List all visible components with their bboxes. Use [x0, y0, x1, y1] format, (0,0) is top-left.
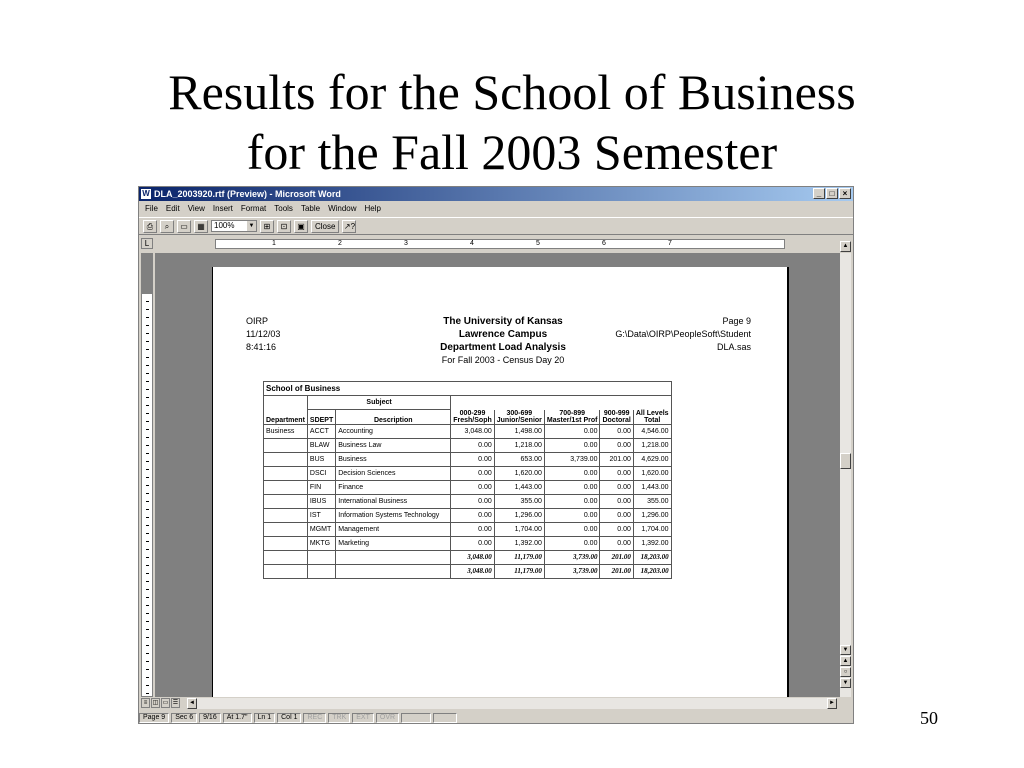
cell-v5: 4,629.00: [633, 452, 671, 466]
cell-v1: 0.00: [451, 508, 495, 522]
web-view-icon[interactable]: ◫: [152, 700, 159, 706]
total-v5: 18,203.00: [633, 550, 671, 564]
preview-toolbar: [139, 217, 853, 235]
total-v4: 201.00: [600, 564, 633, 578]
normal-view-icon[interactable]: ≡: [141, 698, 150, 708]
cell-v5: 1,704.00: [633, 522, 671, 536]
ruler-row: [139, 237, 853, 251]
cell-v5: 4,546.00: [633, 424, 671, 438]
cell-v4: 0.00: [600, 438, 633, 452]
col-junior-senior: [494, 410, 544, 425]
cell-v3: 0.00: [544, 508, 600, 522]
cell-description: Business Law: [336, 438, 451, 452]
menu-insert[interactable]: Insert: [212, 204, 233, 213]
multiple-pages-icon[interactable]: ▦: [194, 220, 208, 233]
status-language: [401, 713, 431, 723]
report-header-center: [403, 315, 603, 367]
table-row: [264, 536, 672, 550]
report-time: 8:41:16: [246, 342, 277, 352]
cell-v3: 0.00: [544, 438, 600, 452]
cell-empty: [264, 550, 308, 564]
col-sdept: SDEPT: [307, 410, 335, 425]
col-junior-senior-range: 300-699: [506, 409, 533, 417]
subject-header: Subject: [307, 396, 450, 410]
menu-edit[interactable]: Edit: [165, 204, 180, 213]
cell-v4: 0.00: [600, 466, 633, 480]
cell-v1: 0.00: [451, 522, 495, 536]
report-date: 11/12/03: [246, 329, 281, 339]
window-title: DLA_2003920.rtf (Preview) - Microsoft Word: [154, 189, 341, 199]
total-v2: 11,179.00: [494, 564, 544, 578]
cell-v2: 355.00: [494, 494, 544, 508]
report-program: DLA.sas: [716, 342, 751, 352]
status-trk[interactable]: TRK: [328, 713, 350, 723]
tab-selector-icon[interactable]: L: [141, 238, 153, 249]
report-header-left: [246, 315, 280, 354]
total-v4: 201.00: [600, 550, 633, 564]
col-master-range: 700-899: [559, 409, 586, 417]
col-fresh-soph-label: Fresh/Soph: [453, 416, 492, 424]
slide-title-line-2: for the Fall 2003 Semester: [246, 124, 778, 180]
cell-department: [264, 438, 308, 452]
cell-sdept: DSCI: [307, 466, 335, 480]
menu-tools[interactable]: Tools: [274, 204, 293, 213]
horizontal-scrollbar[interactable]: [187, 698, 837, 709]
cell-description: Finance: [336, 480, 451, 494]
total-v3: 3,739.00: [544, 550, 600, 564]
cell-v1: 0.00: [451, 466, 495, 480]
cell-v5: 1,392.00: [633, 536, 671, 550]
table-row: [264, 466, 672, 480]
cell-v4: 0.00: [600, 536, 633, 550]
report-page: Page 9: [722, 316, 751, 326]
cell-description: Decision Sciences: [336, 466, 451, 480]
cell-v3: 0.00: [544, 480, 600, 494]
cell-description: Management: [336, 522, 451, 536]
table-header-row: [264, 410, 672, 425]
table-row: [264, 522, 672, 536]
col-description: Description: [336, 410, 451, 425]
col-fresh-soph-range: 000-299: [459, 409, 486, 417]
cell-v1: 0.00: [451, 494, 495, 508]
cell-description: Accounting: [336, 424, 451, 438]
outline-view-icon[interactable]: ☰: [172, 700, 179, 706]
report-title: Department Load Analysis: [440, 342, 566, 353]
report-campus: Lawrence Campus: [458, 329, 548, 340]
document-area[interactable]: [155, 253, 841, 697]
cell-v4: 0.00: [600, 494, 633, 508]
cell-v1: 0.00: [451, 438, 495, 452]
cell-department: [264, 508, 308, 522]
report-university: The University of Kansas: [443, 316, 563, 327]
cell-department: [264, 466, 308, 480]
table-school-row: [264, 382, 672, 396]
status-section: Sec 6: [171, 713, 197, 723]
ruler-mark-5: 5: [536, 240, 540, 247]
cell-sdept: ACCT: [307, 424, 335, 438]
cell-empty: [336, 564, 451, 578]
cell-v3: 0.00: [544, 522, 600, 536]
status-page: Page 9: [139, 713, 169, 723]
cell-v1: 0.00: [451, 452, 495, 466]
vertical-scrollbar[interactable]: [840, 253, 851, 697]
context-help-icon[interactable]: ↗?: [343, 221, 356, 231]
department-load-table: [263, 381, 672, 579]
cell-v4: 0.00: [600, 480, 633, 494]
vertical-ruler-margin: [142, 254, 152, 294]
cell-v2: 1,704.00: [494, 522, 544, 536]
view-ruler-icon[interactable]: ⊞: [260, 220, 274, 233]
cell-v5: 1,443.00: [633, 480, 671, 494]
window-titlebar[interactable]: [139, 187, 853, 201]
total-v1: 3,048.00: [451, 550, 495, 564]
cell-empty: [264, 564, 308, 578]
cell-empty: [336, 550, 451, 564]
cell-department: [264, 536, 308, 550]
status-line: Ln 1: [254, 713, 276, 723]
scroll-left-arrow-icon[interactable]: ◄: [187, 698, 197, 709]
cell-sdept: IST: [307, 508, 335, 522]
word-app-icon: W: [142, 189, 150, 198]
table-row: [264, 424, 672, 438]
cell-v4: 0.00: [600, 508, 633, 522]
cell-v4: 201.00: [600, 452, 633, 466]
word-window: [138, 186, 854, 724]
slide-page-number: 50: [920, 708, 938, 728]
col-master: [544, 410, 600, 425]
slide-title-line-1: Results for the School of Business: [168, 64, 856, 120]
status-page-count: 9/16: [199, 713, 221, 723]
col-total-label: Total: [644, 416, 661, 424]
cell-v5: 1,620.00: [633, 466, 671, 480]
cell-v2: 1,498.00: [494, 424, 544, 438]
restore-button[interactable]: □: [826, 188, 838, 199]
cell-department: [264, 452, 308, 466]
col-doctoral-label: Doctoral: [602, 416, 631, 424]
zoom-select[interactable]: [211, 220, 257, 232]
zoom-value: 100%: [214, 221, 235, 230]
table-row: [264, 508, 672, 522]
cell-department: [264, 522, 308, 536]
full-screen-icon[interactable]: ▣: [294, 220, 308, 233]
table-subject-row: [264, 396, 672, 410]
col-junior-senior-label: Junior/Senior: [496, 416, 542, 424]
table-total-row: [264, 550, 672, 564]
previous-page-icon[interactable]: ▲: [840, 656, 851, 666]
cell-v2: 1,620.00: [494, 466, 544, 480]
scroll-up-arrow-icon[interactable]: ▲: [840, 241, 851, 252]
cell-sdept: BLAW: [307, 438, 335, 452]
cell-sdept: BUS: [307, 452, 335, 466]
menu-window[interactable]: Window: [328, 204, 357, 213]
status-ovr[interactable]: OVR: [376, 713, 399, 723]
cell-v3: 3,739.00: [544, 452, 600, 466]
cell-department: [264, 480, 308, 494]
cell-v2: 1,443.00: [494, 480, 544, 494]
cell-v2: 1,218.00: [494, 438, 544, 452]
one-page-icon[interactable]: ▭: [177, 220, 191, 233]
cell-v1: 0.00: [451, 480, 495, 494]
status-at: At 1.7": [223, 713, 252, 723]
table-row: [264, 438, 672, 452]
ruler-mark-1: 1: [272, 240, 276, 247]
status-bar: [139, 712, 853, 724]
menu-bar: [139, 202, 853, 216]
cell-empty: [307, 550, 335, 564]
vertical-ruler[interactable]: [141, 253, 153, 697]
ruler-mark-3: 3: [404, 240, 408, 247]
cell-v1: 0.00: [451, 536, 495, 550]
print-layout-icon[interactable]: ▭: [162, 700, 169, 706]
report-path: G:\Data\OIRP\PeopleSoft\Student: [615, 329, 751, 339]
cell-description: Information Systems Technology: [336, 508, 451, 522]
vertical-scroll-thumb[interactable]: [840, 453, 851, 469]
total-v2: 11,179.00: [494, 550, 544, 564]
cell-v4: 0.00: [600, 522, 633, 536]
cell-v5: 1,296.00: [633, 508, 671, 522]
table-total-row: [264, 564, 672, 578]
select-browse-object-icon[interactable]: ○: [840, 667, 851, 677]
report-subtitle: For Fall 2003 - Census Day 20: [441, 355, 565, 365]
cell-sdept: MGMT: [307, 522, 335, 536]
ruler-mark-2: 2: [338, 240, 342, 247]
cell-v5: 355.00: [633, 494, 671, 508]
print-icon[interactable]: ⎙: [143, 220, 157, 233]
cell-v3: 0.00: [544, 424, 600, 438]
shrink-to-fit-icon[interactable]: ⊡: [277, 220, 291, 233]
status-column: Col 1: [277, 713, 301, 723]
col-total-range: All Levels: [635, 409, 669, 417]
cell-v2: 1,392.00: [494, 536, 544, 550]
close-window-button[interactable]: ×: [839, 188, 851, 199]
total-v5: 18,203.00: [633, 564, 671, 578]
cell-v4: 0.00: [600, 424, 633, 438]
chevron-down-icon: ▼: [248, 223, 255, 229]
cell-v3: 0.00: [544, 494, 600, 508]
minimize-button[interactable]: _: [813, 188, 825, 199]
cell-v1: 3,048.00: [451, 424, 495, 438]
status-spelling: [433, 713, 457, 723]
magnifier-icon[interactable]: ⌕: [160, 220, 174, 233]
col-total: [633, 410, 671, 425]
horizontal-scroll-row: [139, 698, 853, 710]
cell-description: Marketing: [336, 536, 451, 550]
col-doctoral-range: 900-999: [603, 409, 630, 417]
cell-v2: 1,296.00: [494, 508, 544, 522]
menu-help[interactable]: Help: [364, 204, 381, 213]
table-row: [264, 452, 672, 466]
table-body: [264, 424, 672, 578]
cell-sdept: FIN: [307, 480, 335, 494]
slide-title: [0, 62, 1024, 182]
col-department: Department: [264, 410, 308, 425]
scroll-down-arrow-icon[interactable]: ▼: [840, 645, 851, 655]
view-buttons: [141, 698, 180, 708]
menu-format[interactable]: Format: [240, 204, 267, 213]
ruler-mark-4: 4: [470, 240, 474, 247]
window-controls: [813, 188, 851, 199]
col-doctoral: [600, 410, 633, 425]
menu-table[interactable]: Table: [300, 204, 321, 213]
report-header-right: [593, 315, 751, 354]
table-row: [264, 480, 672, 494]
cell-description: Business: [336, 452, 451, 466]
menu-file[interactable]: File: [145, 204, 158, 213]
close-preview-button[interactable]: Close: [311, 220, 339, 233]
cell-v2: 653.00: [494, 452, 544, 466]
document-page: [212, 267, 789, 697]
cell-empty: [307, 564, 335, 578]
next-page-icon[interactable]: ▼: [840, 678, 851, 688]
col-master-label: Master/1st Prof: [546, 416, 598, 424]
ruler-mark-6: 6: [602, 240, 606, 247]
status-ext[interactable]: EXT: [352, 713, 374, 723]
cell-department: [264, 494, 308, 508]
menu-view[interactable]: View: [187, 204, 205, 213]
status-rec[interactable]: REC: [303, 713, 326, 723]
cell-sdept: MKTG: [307, 536, 335, 550]
cell-sdept: IBUS: [307, 494, 335, 508]
cell-department: Business: [264, 424, 308, 438]
cell-v5: 1,218.00: [633, 438, 671, 452]
total-v3: 3,739.00: [544, 564, 600, 578]
school-name: School of Business: [264, 382, 672, 396]
cell-v3: 0.00: [544, 536, 600, 550]
cell-description: International Business: [336, 494, 451, 508]
table-row: [264, 494, 672, 508]
ruler-mark-7: 7: [668, 240, 672, 247]
horizontal-ruler[interactable]: [215, 239, 785, 249]
cell-v3: 0.00: [544, 466, 600, 480]
col-fresh-soph: [451, 410, 495, 425]
report-org: OIRP: [246, 316, 269, 326]
total-v1: 3,048.00: [451, 564, 495, 578]
scroll-right-arrow-icon[interactable]: ►: [827, 698, 837, 709]
